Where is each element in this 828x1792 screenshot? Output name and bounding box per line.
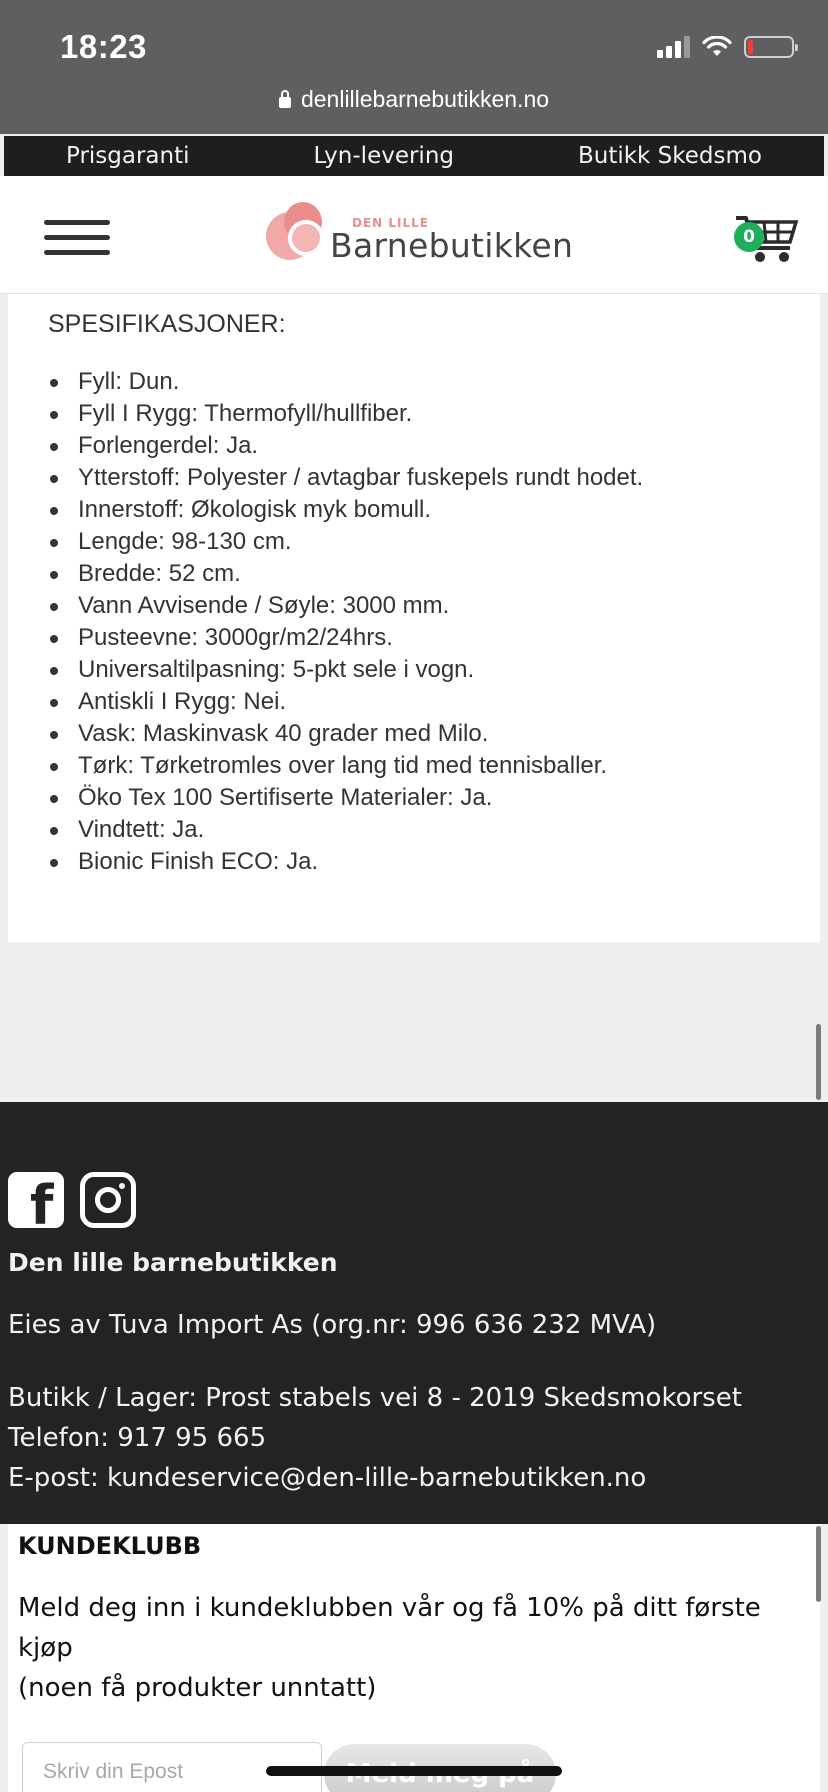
club-description — [18, 1588, 778, 1708]
customer-club-section — [8, 1524, 820, 1792]
lock-icon — [279, 97, 291, 108]
product-specs-card — [8, 294, 820, 942]
specs-list — [48, 366, 643, 878]
spec-item: Bredde: 52 cm. — [48, 558, 643, 590]
cart-button[interactable] — [730, 212, 800, 266]
promo-prisgaranti[interactable]: Prisgaranti — [65, 143, 190, 169]
cellular-signal-icon — [657, 36, 690, 58]
social-links — [8, 1172, 136, 1228]
status-icons — [657, 36, 794, 58]
spec-item: Ytterstoff: Polyester / avtagbar fuskepels rundt hodet. — [48, 462, 643, 494]
logo-text: Barnebutikken — [330, 226, 574, 265]
spec-item: Forlengerdel: Ja. — [48, 430, 643, 462]
status-time: 18:23 — [60, 28, 147, 65]
section-scrollbar[interactable] — [816, 1526, 821, 1602]
footer-address: Butikk / Lager: Prost stabels vei 8 - 2019 Skedsmokorset — [8, 1383, 742, 1413]
footer-store-name: Den lille barnebutikken — [8, 1248, 338, 1277]
specs-heading: SPESIFIKASJONER: — [48, 310, 286, 338]
spec-item: Fyll: Dun. — [48, 366, 643, 398]
wifi-icon — [702, 36, 732, 58]
club-exception-text: (noen få produkter unntatt) — [18, 1673, 377, 1703]
site-header — [0, 176, 828, 294]
cart-count-badge: 0 — [734, 222, 764, 252]
url-text: denlillebarnebutikken.no — [300, 86, 550, 112]
spec-item: Universaltilpasning: 5-pkt sele i vogn. — [48, 654, 643, 686]
address-bar[interactable] — [0, 86, 828, 113]
site-footer — [0, 1102, 828, 1524]
club-title: KUNDEKLUBB — [18, 1532, 202, 1560]
promo-lyn-levering[interactable]: Lyn-levering — [313, 143, 454, 169]
spec-item: Fyll I Rygg: Thermofyll/hullfiber. — [48, 398, 643, 430]
club-offer-text: Meld deg inn i kundeklubben vår og få 10% på ditt første kjøp — [18, 1593, 761, 1663]
home-indicator[interactable] — [266, 1766, 562, 1776]
spec-item: Vask: Maskinvask 40 grader med Milo. — [48, 718, 643, 750]
spec-item: Vann Avvisende / Søyle: 3000 mm. — [48, 590, 643, 622]
spec-item: Lengde: 98-130 cm. — [48, 526, 643, 558]
status-bar — [0, 0, 828, 134]
page-scrollbar[interactable] — [816, 1024, 821, 1100]
footer-owner: Eies av Tuva Import As (org.nr: 996 636 232 MVA) — [8, 1310, 657, 1340]
spec-item: Innerstoff: Økologisk myk bomull. — [48, 494, 643, 526]
footer-contact — [8, 1378, 742, 1498]
spec-item: Öko Tex 100 Sertifiserte Materialer: Ja. — [48, 782, 643, 814]
spec-item: Pusteevne: 3000gr/m2/24hrs. — [48, 622, 643, 654]
promo-bar — [4, 136, 824, 176]
promo-butikk-skedsmo[interactable]: Butikk Skedsmo — [577, 143, 762, 169]
menu-icon[interactable] — [44, 220, 110, 256]
logo-small-text: DEN LILLE — [352, 216, 429, 230]
spec-item: Vindtett: Ja. — [48, 814, 643, 846]
instagram-icon[interactable] — [80, 1172, 136, 1228]
footer-email[interactable]: E-post: kundeservice@den-lille-barnebutikken.no — [8, 1463, 647, 1493]
spec-item: Tørk: Tørketromles over lang tid med tennisballer. — [48, 750, 643, 782]
facebook-icon[interactable]: f — [8, 1172, 64, 1228]
battery-icon — [744, 36, 794, 58]
spec-item: Bionic Finish ECO: Ja. — [48, 846, 643, 878]
site-logo[interactable] — [266, 202, 574, 268]
spec-item: Antiskli I Rygg: Nei. — [48, 686, 643, 718]
footer-phone[interactable]: Telefon: 917 95 665 — [8, 1423, 267, 1453]
